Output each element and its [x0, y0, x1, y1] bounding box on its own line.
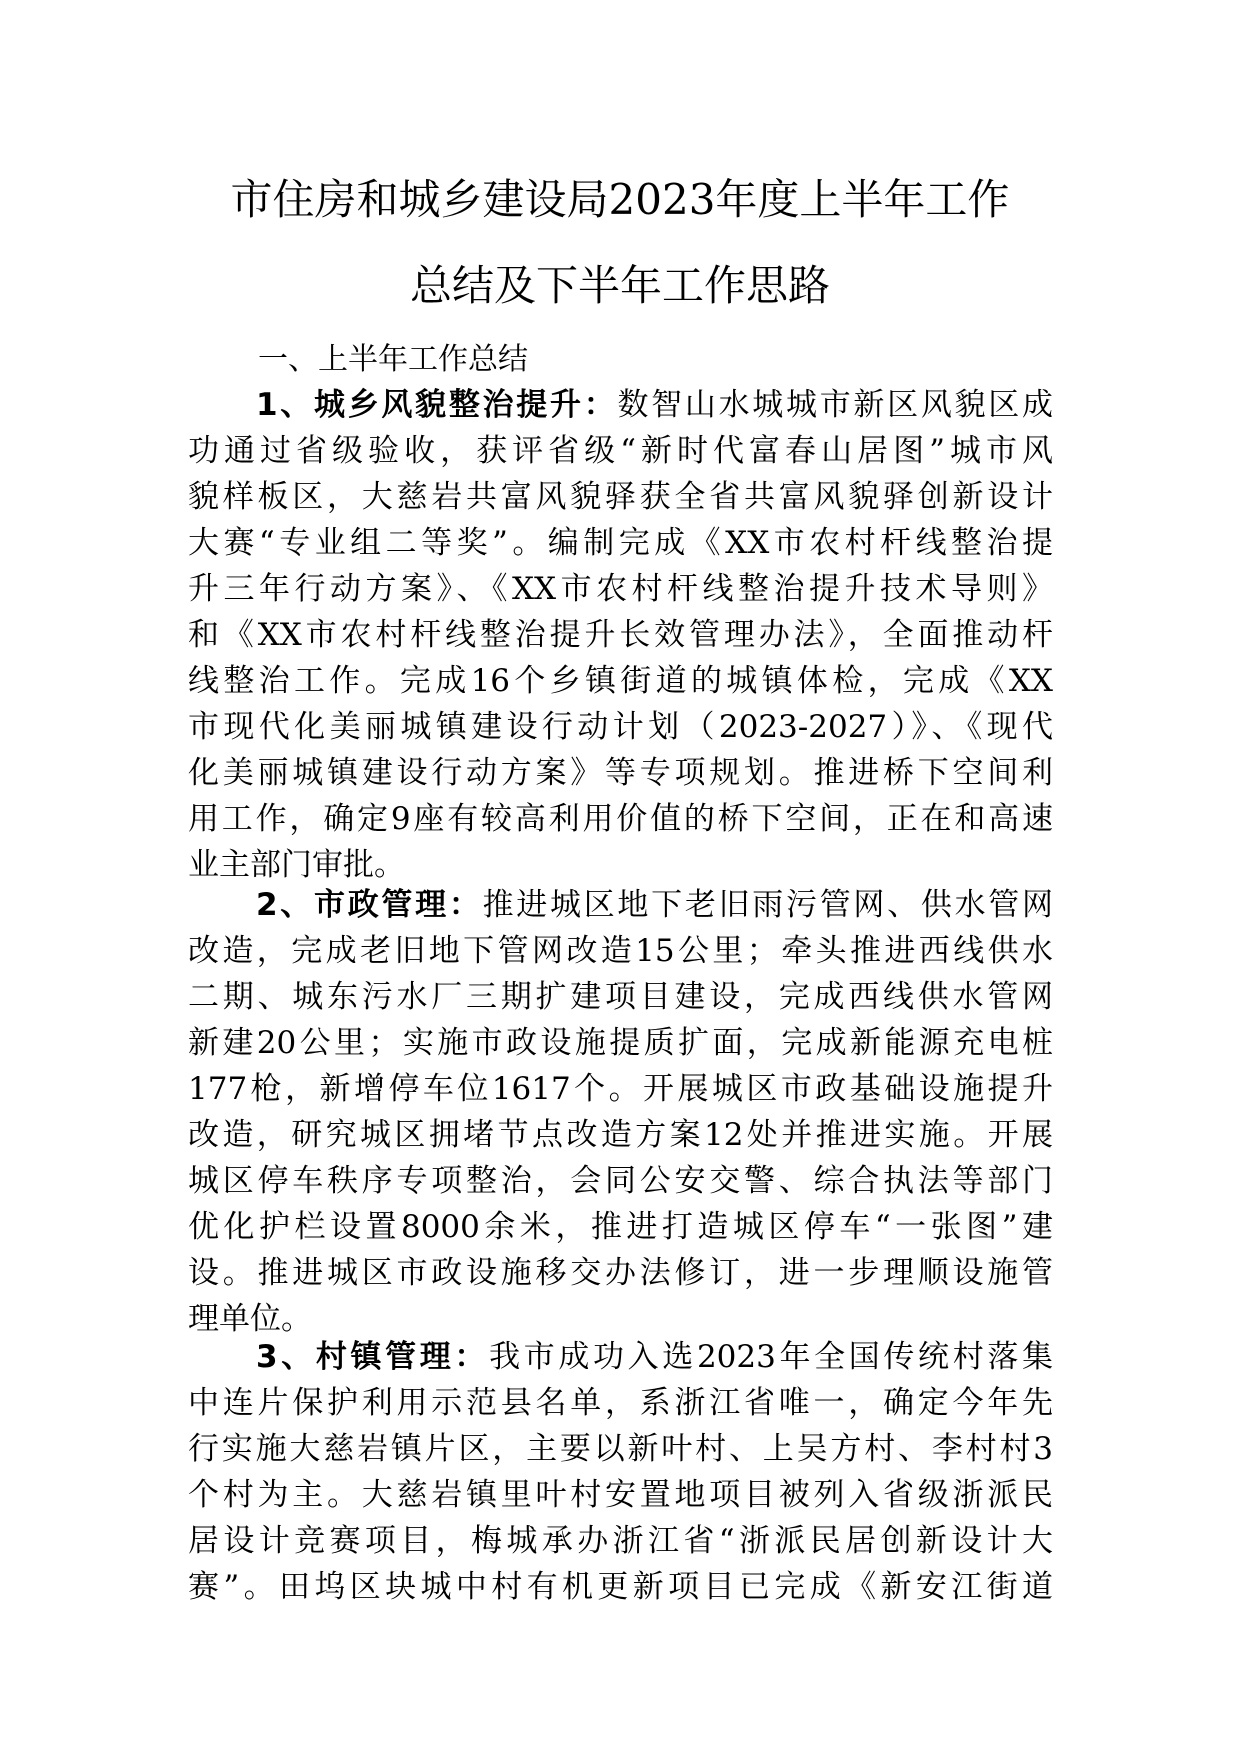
paragraph-lead: 1、城乡风貌整治提升： — [256, 387, 618, 423]
paragraph-line: 和《XX市农村杆线整治提升长效管理办法》，全面推动杆 — [188, 617, 1053, 653]
paragraph-line: 升三年行动方案》、《XX市农村杆线整治提升技术导则》 — [188, 571, 1053, 607]
paragraph-line: 改造，研究城区拥堵节点改造方案12处并推进实施。开展 — [188, 1117, 1053, 1153]
paragraph-line: 用工作，确定9座有较高利用价值的桥下空间，正在和高速 — [188, 801, 1053, 837]
paragraph-line — [188, 382, 1053, 428]
paragraph-line: 城区停车秩序专项整治，会同公安交警、综合执法等部门 — [188, 1163, 1053, 1199]
paragraph-municipal-management — [188, 882, 1053, 1342]
paragraph-village-town-management — [188, 1334, 1053, 1610]
paragraph-line: 化美丽城镇建设行动方案》等专项规划。推进桥下空间利 — [188, 755, 1053, 791]
line-text: 数智山水城城市新区风貌区成 — [617, 387, 1053, 423]
paragraph-line: 优化护栏设置8000余米，推进打造城区停车“一张图”建 — [188, 1209, 1053, 1245]
paragraph-line: 改造，完成老旧地下管网改造15公里；牵头推进西线供水 — [188, 933, 1053, 969]
paragraph-line: 业主部门审批。 — [188, 847, 405, 883]
paragraph-line: 大赛“专业组二等奖”。编制完成《XX市农村杆线整治提 — [188, 525, 1053, 561]
document-title-line1: 市住房和城乡建设局2023年度上半年工作 — [230, 175, 1010, 224]
paragraph-line: 赛”。田坞区块城中村有机更新项目已完成《新安江街道 — [188, 1569, 1053, 1605]
paragraph-line: 行实施大慈岩镇片区，主要以新叶村、上吴方村、李村村3 — [188, 1431, 1053, 1467]
paragraph-urban-rural-style — [188, 382, 1053, 888]
section-heading: 一、上半年工作总结 — [258, 342, 528, 377]
paragraph-line: 居设计竞赛项目，梅城承办浙江省“浙派民居创新设计大 — [188, 1523, 1053, 1559]
paragraph-line: 理单位。 — [188, 1301, 312, 1337]
line-text: 推进城区地下老旧雨污管网、供水管网 — [482, 887, 1053, 923]
paragraph-line: 中连片保护利用示范县名单，系浙江省唯一，确定今年先 — [188, 1385, 1053, 1421]
paragraph-line: 新建20公里；实施市政设施提质扩面，完成新能源充电桩 — [188, 1025, 1053, 1061]
line-text: 我市成功入选2023年全国传统村落集 — [489, 1339, 1053, 1375]
paragraph-line: 177枪，新增停车位1617个。开展城区市政基础设施提升 — [188, 1071, 1053, 1107]
paragraph-line: 线整治工作。完成16个乡镇街道的城镇体检，完成《XX — [188, 663, 1053, 699]
paragraph-lead: 2、市政管理： — [256, 887, 483, 923]
paragraph-line: 个村为主。大慈岩镇里叶村安置地项目被列入省级浙派民 — [188, 1477, 1053, 1513]
paragraph-lead: 3、村镇管理： — [256, 1339, 490, 1375]
paragraph-line — [188, 882, 1053, 928]
paragraph-line: 设。推进城区市政设施移交办法修订，进一步理顺设施管 — [188, 1255, 1053, 1291]
paragraph-line: 二期、城东污水厂三期扩建项目建设，完成西线供水管网 — [188, 979, 1053, 1015]
paragraph-line: 市现代化美丽城镇建设行动计划（2023-2027）》、《现代 — [188, 709, 1053, 745]
paragraph-line — [188, 1334, 1053, 1380]
paragraph-line: 貌样板区，大慈岩共富风貌驿获全省共富风貌驿创新设计 — [188, 479, 1053, 515]
document-title-line2: 总结及下半年工作思路 — [409, 261, 830, 310]
paragraph-line: 功通过省级验收，获评省级“新时代富春山居图”城市风 — [188, 433, 1053, 469]
